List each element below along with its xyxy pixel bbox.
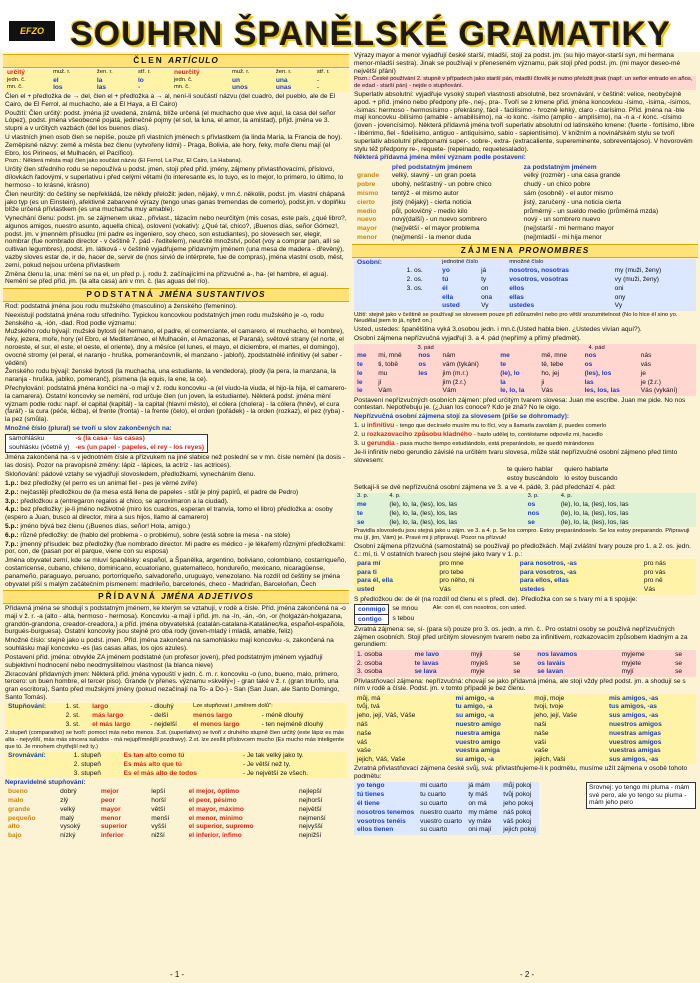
unstressed-pronouns-table: 3. pád 4. pád me mi, mně nos nám me mě, mne nos nás te ti, tobě os vám (tykání) te tě, tebe os vás le mu les jim (m.r.) (le), lo ho, jej (les), los je le jí jim (ž.r.) la ji las je (ž.r.) le Vám Vám le, lo, la Vás les, los, las Vás (vykání): [354, 344, 696, 396]
possessive-pronouns-table: můj, má mi amigo, -a moji, moje mis amigos, -as tvůj, tvá tu amigo, -a tvoji, tvoje tus amigos, -as jeho, její, Váš, Váše su amigo, -a jeho, její, Vaše sus amigos, -as náš nuestro amigo naši nuestros amigos naše nuestra amiga naše nuestras amigas váš vuestro amigo vaši vuestros amigos vaše vuestra amiga vaše vuestras amigas jejich, Váš, Vaše su amigo, -a jejich, Vaši sus amigos, -as: [354, 694, 696, 764]
adjectives-continued: Výrazy mayor a menor vyjadřují české starší, mladší, stojí za podst. jm. (su hijo mayor-starší syn, mi hermana menor-mladší sestra). Jinak se používají v přeneseném významu, pak stojí před podst. jm. (mi mayor deseo-mé největší přání) Pozn.: České používání 2. stupně v případech jako starší pán, mladší člověk je nutno přeložit jinak (např. un señor entrado en años, de edad - starší pán) - nejde o stupňování. Superlativ absolutní: vyjadřuje vysoký stupeň vlastnosti absolutně, bez srovnávání, v češtině: velice, neobyčejně apod. + příd. jméno nebo předpony pře-, nej-, pra-. Tvoří se z kmene příd. jména koncovkou -ísimo, -ísima, -ísimos, -ísimas: hermoso - hermosísimo - překrásný, fácil - facilísimo - hrozně lehký, claro - clarísimo. Příd. jména na -ble mají koncovku -bilísimo (amable - amabilísimo), na -io konc. -ísimo (amplio - amplísimo), na -n a -r konc. -císimo (joven - jovencísimo). Některá přídavná jména tvoří superlativ absolutní od latinského kmene: (fuerte - fortísimo, libre - libérrimo, fiel - fidelísimo, antiguo - antiquísimo, sabio - sapientísimo). V knižním a novinářském stylu se tvoří superlativ absolutní předponami super-, sobre-, extra- (extracaliente, supereminente, sobreventajoso). V hovorovém stylu též předpony re-, requete- (repeinado, requetesalado). Některá přídavná jména mění význam podle postavení: před podstatným jménem za podstatným jménem grande velký, slavný - un gran poeta velký (rozměr) - una casa grande pobre ubohý, nešťastný - un pobre chico chudý - un chico pobre mismo tentýž - el mismo autor sám (osobně) - el autor mismo cierto jistý (nějaký) - cierta noticia jistý, zaručený - una noticia cierta medio půl, polovičný - medio kilo průměrný - un sueldo medio (průměrná mzda) nuevo nový(další) - un nuevo sombrero nový - un sombrero nuevo mayor (nej)větší - el mayor problema (nej)starší - mi hermano mayor menor (nej)menší - la menor duda (nej)mladší - mi hija menor: [354, 52, 695, 241]
irregular-comparison-table: bueno dobrý mejor lepší el mejor, óptimo nejlepší malo zlý peor horší el peor, pésimo nejhorší grande velký mayor větší el mayor, máximo největší pequeño malý menor menší el menor, mínimo nejmenší alto vysoký superior vyšší el superior, supremo nejvyšší bajo nízký inferior nižší el inferior, ínfimo nejnižší: [8, 788, 326, 840]
stressed-pronouns-table: para mí pro mne para nosotros, -as pro nás para ti pro tebe para vosotros, -as pro vás para él, ella pro něho, ni para ellos, ellas pro ně usted Vás ustedes Vás: [354, 559, 696, 594]
comparison-table: Stupňování: 1. st. largo - dlouhý Lze stupňovat i „směrem dolů": 2. st. más largo - delší menos largo - méně dlouhý 3. st. el más largo - nejdelší el menos largo - ten nejméně dlouhý: [5, 703, 347, 729]
page-title: SOUHRN ŠPANĚLSKÉ GRAMATIKY: [70, 15, 671, 53]
nouns-text: Rod: podstatná jména jsou rodu mužského (masculino) a ženského (femenino). Neexistují podstatná jména rodu středního. Typickou koncovkou podstatných jmen rodu mužského je -o, rodu ženského -a, -ión, -dad. Rod podle významu: Mužského rodu bývají: mužské bytosti (el hermano, el padre, el comerciante, el camarero, el muchacho, el hombre), řeky, jezera, moře, hory (el Ebro, el Mediterráneo, el Mulhacén, el Amazonas, el Paraná), světové strany (el norte, el noroeste, el sur, el este, el oeste, el oriente), dny a měsíce (el lunes, el mayo, el diciembre, el martes, el domingo), ovocné stromy (el peral, el naranjo - hruška, pomerančovník, el manzano - jabloň), zpodstatnělé infinitivy (el saber - vědění) Ženského rodu bývají: ženské bytosti (la muchacha, una estudiante, la vendedora), plody (la pera, la manzana, la naranja - hruška, jablko, pomeranč), písmena (la equis, la ene, la ce). Přechylování: podstatná jména končící na -o mají v ž. rodu koncovku -a (el viudo-la viuda, el hijo-la hija, el camarero-la camarera). Ostatní koncovky se nemění, rod určuje člen (un joven, la estudiante). Některá podst. jména mění význam podle rodu: např. el capital (kapitál) - la capital (hlavní město), el cólera (cholera) - la cólera (hněv), el cura (farář) - la cura (péče, léčba), el frente (fronta) - la frente (čelo), el orden (pořádek) - la orden (rozkaz), el pez (ryba) - la pez (smůla). Množné číslo (plural) se tvoří u slov zakončených na: samohlásku -s (la casa - las casas) souhlásku (včetně y) -es (un papel - papeles, el rey - los reyes) Jména zakončená na -s v jednotném čísle a přízvukem na jiné slabice než poslední se v mn. čísle nemění (la dosis - las dosis). Pozor na pravopisné změny: lápiz - lápices, la actriz - las actrices). Skloňování: pádové vztahy se vyjadřují slovosledem, předložkami, vynecháním členu. 1.p.: bez předložky (el perro es un animal fiel - pes je věrné zvíře) 2.p.: nejčastěji předložkou de (la mesa está llena de papeles - stůl je plný papírů, el padre de Pedro) 3.p.: předložkou a (entregaron regalos al chico, se aproximaron a la ciudad). 4.p.: bez předložky: je-li jméno neživotné (miro los cuadros, esperan el tranvía, tomo el libro) předložka a: osoby (espero a Juan, busco al director, mira a sus hijos, llamo al camarero) 5.p.: jméno bývá bez členu (¡Buenos días, señor! Hola, amigo.) 6.p.: různé předložky: de (hablo del problema - o problému), sobre (está sobre la mesa - na stole) 7.p.: jmenný přísudek: bez předložky (fue nombrado director. Mi padre es médico - je lékařem) různými předložkami: por, con, de (pasan por el parque, viene con su esposa) Jména obyvatel zemí, kde se mluví španělsky: español, a Španělka, argentino, boliviano, colombiano, costarriqueño, costarricense, cubano, chileno, dominicano, ecuatoriano, guatemalteco, hondureño, mexicano, nicaragüense, panameño, paraguayo, peruano, portorriqueño, salvadoreño, uruguayo, venezolano. Na rozdíl od češtiny se jména obyvatel píší s malým začátečním písmenem: madrileño, barcelonés, checo - Madriďan, Barceloňan, Čech: [5, 302, 347, 588]
pronouns-text: Osobní: jednotné číslo množné číslo 1. os. yo já nosotros, nosotras my (muži, ženy) 2. os. tú ty vosotros, vosotras vy (muži, ženy) 3. os. él on ellos oni ella ona ellas ony usted Vy ustedes Vy Užití: stejně jako v češtině se používají se slovesem pouze při zdůraznění nebo pro větší srozumitelnost (No lo hice él sino yo. Neudělal jsem to já, nýbrž on.) Usted, ustedes: španělština vyká 3.osobou jedn. i mn.č.(Usted habla bien. ¿Ustedes vivían aquí?). Osobní zájmena nepřízvučná vyjadřují 3. a 4. pád (nepřímý a přímý předmět). 3. pád 4. pád me mi, mně nos nám me mě, mne nos nás te ti, tobě os vám (tykání) te tě, tebe os vás le mu les jim (m.r.) (le), lo ho, jej (les), los je le jí jim (ž.r.) la ji las je (ž.r.) le Vám Vám le, lo, la Vás les, los, las Vás (vykání) Postavení nepřízvučných osobních zájmen: před určitým tvarem slovesa: Juan me escribe. Juan me pide. No nos contestan. Nepotřebuju je. (¿Juan los conoce? Kdo je zná? No le oigo. Nepřízvučná osobní zájmena stojí za slovesem (píše se dohromady): 1. u infinitivu - tengo que decírselo musím mu to říci, voy a llamarla zavolám jí, puedes comerlo 2. u rozkazovacího způsobu kladného - hazlo udělej to, contéstame odpověz mi, hacedlo 3. u gerundia - pasa mucho tiempo estudiándolo, está preparándolo, se quedó mirándonos Je-li infinitiv nebo gerundio závislé na určitém tvaru slovesa, může stát nepřízvučné osobní zájmeno před tímto slovesem: te quiero hablar quiero hablarte estoy buscándolo lo estoy buscando Setkají-li se dvě nepřízvučná osobní zájmena ve 3. a ve 4. pádě, 3. pád předchází 4. pád: 3. p. 4. p. 3. p. 4. p. me (le), lo, la, (les), los, las os (le), lo, la, (les), los, las te (le), lo, la, (les), los, las nos (le), lo, la, (les), los, las se (le), lo, la, (les), los, las se (le), lo, la, (les), los, las Pravidla slovosledu jsou stejná jako u zájm. ve 3. a 4. p. Se los compro. Estoy preparándoselo. Se los estoy preparando. Připravuji mu (jí, jim, Vám) je. Pravé mi ji připravují. Pozor na přízvuk! Osobní zájmena přízvučná (samostatná) se používají po předložkách. Mají zvláštní tvary pouze pro 1. a 2. os. jedn. č.: mí, ti. V ostatních tvarech jsou stejné jako tvary v 1. p.: para mí pro mne para nosotros, -as pro nás para ti pro tebe para vosotros, -as pro vás para él, ella pro něho, ni para ellos, ellas pro ně usted Vás ustedes Vás S předložkou de: de él (na rozdíl od členu el s předl. de). Předložka con se s tvary mí a ti spojuje: conmigo se mnou Ale: con él, con nosotros, con usted. contigo s tebou Zvratná zájmena: se, sí- (para sí) pouze pro 3. os. jedn. a mn. č.. Pro ostatní osoby se používá nepřízvučných zájmen osobních. Stojí před určitým slovesným tvarem nebo za infinitivem, rozkazovacím způsobem kladným a za gerundiem: 1. osoba me lavo myji se nos lavamos myjeme se 2. osoba te lavas myješ se os laváis myjete se 3. osoba se lava myje se se lavan myjí se Přivlastňovací zájmena: nepřízvučná: chovají se jako přídavná jména, ale stojí vždy před podst. jm. a shodují se s ním v rodě a čísle. Podst. jm. v tomto případě je bez členu. můj, má mi amigo, -a moji, moje mis amigos, -as tvůj, tvá tu amigo, -a tvoji, tvoje tus amigos, -as jeho, její, Váš, Váše su amigo, -a jeho, její, Vaše sus amigos, -as náš nuestro amigo naši nuestros amigos naše nuestra amiga naše nuestras amigas váš vuestro amigo vaši vuestros amigos vaše vuestra amiga vaše vuestras amigas jejich, Váš, Vaše su amigo, -a jejich, Vaši sus amigos, -as Zvratná přivlastňovací zájmena české svůj, svá: přivlastňujeme-li k podmětu, musíme užít zájmena v osobě tohoto podmětu: yo tengo mi cuarto já mám můj pokoj tú tienes tu cuarto ty máš tvůj pokoj él tiene su cuarto on má jeho pokoj nosotros tenemos nuestro cuarto my máme náš pokoj vosotros tenéis vuestro cuarto vy máte váš pokoj ellos tienen su cuarto oni mají jejich pokoj Srovnej: yo tengo mi pluma - mám své pero, ale yo tengo su pluma - mám jeho pero: [352, 259, 698, 835]
svuj-table: yo tengo mi cuarto já mám můj pokoj tú tienes tu cuarto ty máš tvůj pokoj él tiene su cuarto on má jeho pokoj nosotros tenemos nuestro cuarto my máme náš pokoj vosotros tenéis vuestro cuarto vy máte váš pokoj ellos tienen su cuarto oni mají jejich pokoj: [354, 782, 539, 835]
left-column: [3, 52, 349, 970]
personal-pronouns-table: Osobní: jednotné číslo množné číslo 1. os. yo já nosotros, nosotras my (muži, ženy) 2. os. tú ty vosotros, vosotras vy (muži, ženy) 3. os. él on ellos oni ella ona ellas ony usted Vy ustedes Vy: [354, 259, 696, 311]
section-heading-article: ČLEN ARTÍCULO: [3, 54, 349, 68]
adjectives-text: Přídavná jména se shodují s podstatným jménem, ke kterým se vztahují, v rodě a čísle. Příd. jména zakončená na -o mají v ž. r. -a (alto - alta, hermoso - hermosa). Koncovku -a mají i příd. jm. na -ín, -án, -ón, -or (holgazán-holgazana, grandón-grandona, creador-creadora,) a příd. jména obyvatelská (catalán-catalana-Katalánec/ka, español-española, burgués-burguesa). Ostatní koncovky jsou stejné pro oba rody (joven-mladý i mladá, amable, feliz) Množné číslo: stejně jako u podst. jmen. Příd. jména zakončená na samohlásku mají koncovku -s, zakončená na souhlásku mají koncovku -es (las casas altas, los ojos azules). Postavení příd. jména: obvykle ZA jménem podstatné (un profesor joven), před podstatným jménem vyjadřují subjektivní hodnocení nebo neodmyslitelnou vlastnost (la blanca nieve) Zkracování přídavných jmen: Některá příd. jména vypouští v jedn. č. m. r. koncovku -o (uno, bueno, malo, primero, tercero: un buen hombre, el tercer piso). Grande (v přenes. významu »skvělý«) - gran také v ž. r. (gran triunfo, una gran escritora), Santo před mužskými jmény (pokud nezačínají na To- a Do-) - San (San Juan, ale Santo Domingo, Santo Tomás). Stupňování: 1. st. largo - dlouhý Lze stupňovat i „směrem dolů": 2. st. más largo - delší menos largo - méně dlouhý 3. st. el más largo - nejdelší el menos largo - ten nejméně dlouhý 2.stupeň (comparativo) se tvoří: pomocí más nebo menos. 3.st. (superlativo) se tvoří z druhého stupně člen určitý (este lápiz es más alta - nejvyšší, más más sincera saludos - má nejupřímnější pozdravy). 2.st. lze zesílit příslovcem mucho (Es mucho más inteligente que tú. Je mnohem chytřejší než ty.) Srovnávání: 1. stupeň Es tan alto como tú - Je tak velký jako ty. 2. stupeň Es más alto que tú - Je větší než ty. 3. stupeň Es el más alto de todos - Je největší ze všech. Nepravidelné stupňování: bueno dobrý mejor lepší el mejor, óptimo nejlepší malo zlý peor horší el peor, pésimo nejhorší grande velký mayor větší el mayor, máximo největší pequeño malý menor menší el menor, mínimo nejmenší alto vysoký superior vyšší el superior, supremo nejvyšší bajo nízký inferior nižší el inferior, ínfimo nejnižší: [5, 605, 346, 840]
cases-list: 1.p.: bez předložky (el perro es un animal fiel - pes je věrné zvíře) 2.p.: nejčastěji předložkou de (la mesa está llena de papeles - stůl je plný papírů, el padre de Pedro) 3.p.: předložkou a (entregaron regalos al chico, se aproximaron a la ciudad). 4.p.: bez předložky: je-li jméno neživotné (miro los cuadros, esperan el tranvía, tomo el libro) předložka a: osoby (espero a Juan, busco al director, mira a sus hijos, llamo al camarero) 5.p.: jméno bývá bez členu (¡Buenos días, señor! Hola, amigo.) 6.p.: různé předložky: de (hablo del problema - o problému), sobre (está sobre la mesa - na stole) 7.p.: jmenný přísudek: bez předložky (fue nombrado director. Mi padre es médico - je lékařem) různými předložkami: por, con, de (pasan por el parque, viene con su esposa): [5, 479, 346, 556]
double-pronoun-table: 3. p. 4. p. 3. p. 4. p. me (le), lo, la, (les), los, las os (le), lo, la, (les), los, las te (le), lo, la, (les), los, las nos (le), lo, la, (les), los, las se (le), lo, la, (les), los, las se (le), lo, la, (les), los, las: [354, 493, 696, 527]
compare-box: Srovnej: yo tengo mi pluma - mám své pero, ale yo tengo su pluma - mám jeho pero: [586, 782, 696, 809]
con-pronouns-table: conmigo se mnou Ale: con él, con nosotros, con usted. contigo s tebou: [354, 604, 529, 625]
meaning-position-table: před podstatným jménem za podstatným jménem grande velký, slavný - un gran poeta velký (rozměr) - una casa grande pobre ubohý, nešťastný - un pobre chico chudý - un chico pobre mismo tentýž - el mismo autor sám (osobně) - el autor mismo cierto jistý (nějaký) - cierta noticia jistý, zaručený - una noticia cierta medio půl, polovičný - medio kilo průměrný - un sueldo medio (průměrná mzda) nuevo nový(další) - un nuevo sombrero nový - un sombrero nuevo mayor (nej)větší - el mayor problema (nej)starší - mi hermano mayor menor (nej)menší - la menor duda (nej)mladší - mi hija menor: [357, 163, 659, 241]
header: [0, 0, 700, 52]
publisher-logo: EFZO: [9, 21, 55, 41]
section-heading-nouns: PODSTATNÁ JMÉNA SUSTANTIVOS: [3, 288, 349, 302]
right-column: [352, 52, 698, 970]
article-text: Člen el + předložka de → del, člen el + předložka a → al, není-li součástí názvu (del cuadro, del pueblo, ale de El Cairo, de El Ferrol, al muchacho, ale a El Haya, a El Cairo) Použití: Člen určitý: podst. jména již uvedená, známá, blíže určená (el muchacho que vive aquí, la casa del señor López), podst. jména všeobecně pojatá, jedinečné pojmy (el sol, la luna, el amor, la amistad), příjd. jména ve 3. stupni a v určitých vazbách (del los buenos días). U vlastních jmen osob člen se nepíše, pouze při vlastních jménech s přívlastkem (la linda María, la Francia de hoy). Zeměpisné názvy: země a města bez členu (vytvořeny lidmi) - Praga, Bolivia, ale hory, řeky, moře členu mají (el Ebro, los Pirineos, el Mulhacén, el Pacífico). Pozn.: Některá města mají člen jako součást názvu (El Ferrol, La Paz, El Cairo, La Habana). Určitý člen středního rodu se nepoužívá u podst. jmen, stojí před příd. jmény, zájmeny přivlastňovacími, příslovci, dílovkách řadovými, v superlativu i před celými větami (lo interesante es, lo tuyo, es lo mejor, lo primero, lo último, lo hermoso - to krásné, krásno) Člen neurčitý: do češtiny se nepřekládá, lze někdy přeložit: jeden, nějaký, v mn.č. několik, podst. jm. vlastní chápaná jako typ (es un Einstein), afektivně zabarvené výrazy (tengo unas ganas tremendas de comerlo), podst.jm. v doplňku blíže určená přívlastkem (es una muchacha muy amable). Vynechání členu: podst. jm. se zájmenem ukaz., přivlast., tázacím nebo neurčitým (mis cosas, este país, ¿qué libro?, algunos amigos, nuestro asunto, aquella chica), oslovení (vokativ): ¿Qué tal, chico?, ¡Buenos días, señor Gómez!, podst. jm. v jmenném přísudku (mi padre es ingeniero, soy checo, son estudiantes), po slovesech ser, elegir, nombrar (fue nombrado director - v češtině 7. pád - ředitelem), neurčité množství, počet (voy a comprar pan, allí se cultivan legumbres), podst. jm. látková - v češtině vyjadřujeme přídavným jménem (una mesa de madera - dřevěný), vazby sloves estar de, ir de, hacer de, servir de (nos sirvió de intérprete, fue de compras), jména vlastní osob, měst, zemí, pokud nejsou určena přívlastkem Změna členu la, una: mění se na el, un před p. j. rodu ž. začínajícími na přízvučné a-, ha- (el hambre, el agua). Nemění se před příd. jm. (la alta casa) ani v mn. č. (las aguas del río).: [5, 93, 347, 286]
svuj-block: [354, 782, 696, 835]
article-table: určitý muž. r. žen. r. stř. r. neurčitý muž. r. žen. r. stř. r. jedn. č. el la lo jedn. č. un una - mn. č. los las - mn. č. unos unas -: [3, 69, 349, 92]
reflexive-pronouns-table: 1. osoba me lavo myji se nos lavamos myjeme se 2. osoba te lavas myješ se os laváis myjete se 3. osoba se lava myje se se lavan myjí se: [354, 650, 696, 676]
section-heading-adjectives: PŘÍDAVNÁ JMÉNA ADJETIVOS: [3, 590, 349, 604]
compare-equal-table: Srovnávání: 1. stupeň Es tan alto como tú - Je tak velký jako ty. 2. stupeň Es más alto que tú - Je větší než ty. 3. stupeň Es el más alto de todos - Je největší ze všech.: [5, 752, 347, 778]
section-heading-pronouns: ZÁJMENA PRONOMBRES: [352, 244, 698, 258]
page-number-1: - 1 -: [170, 970, 185, 979]
plural-table: samohlásku -s (la casa - las casas) souhlásku (včetně y) -es (un papel - papeles, el rey - los reyes): [5, 434, 208, 454]
pronoun-position-examples: te quiero hablar quiero hablarte estoy buscándolo lo estoy buscando: [507, 466, 618, 482]
page-number-2: - 2 -: [520, 970, 535, 979]
